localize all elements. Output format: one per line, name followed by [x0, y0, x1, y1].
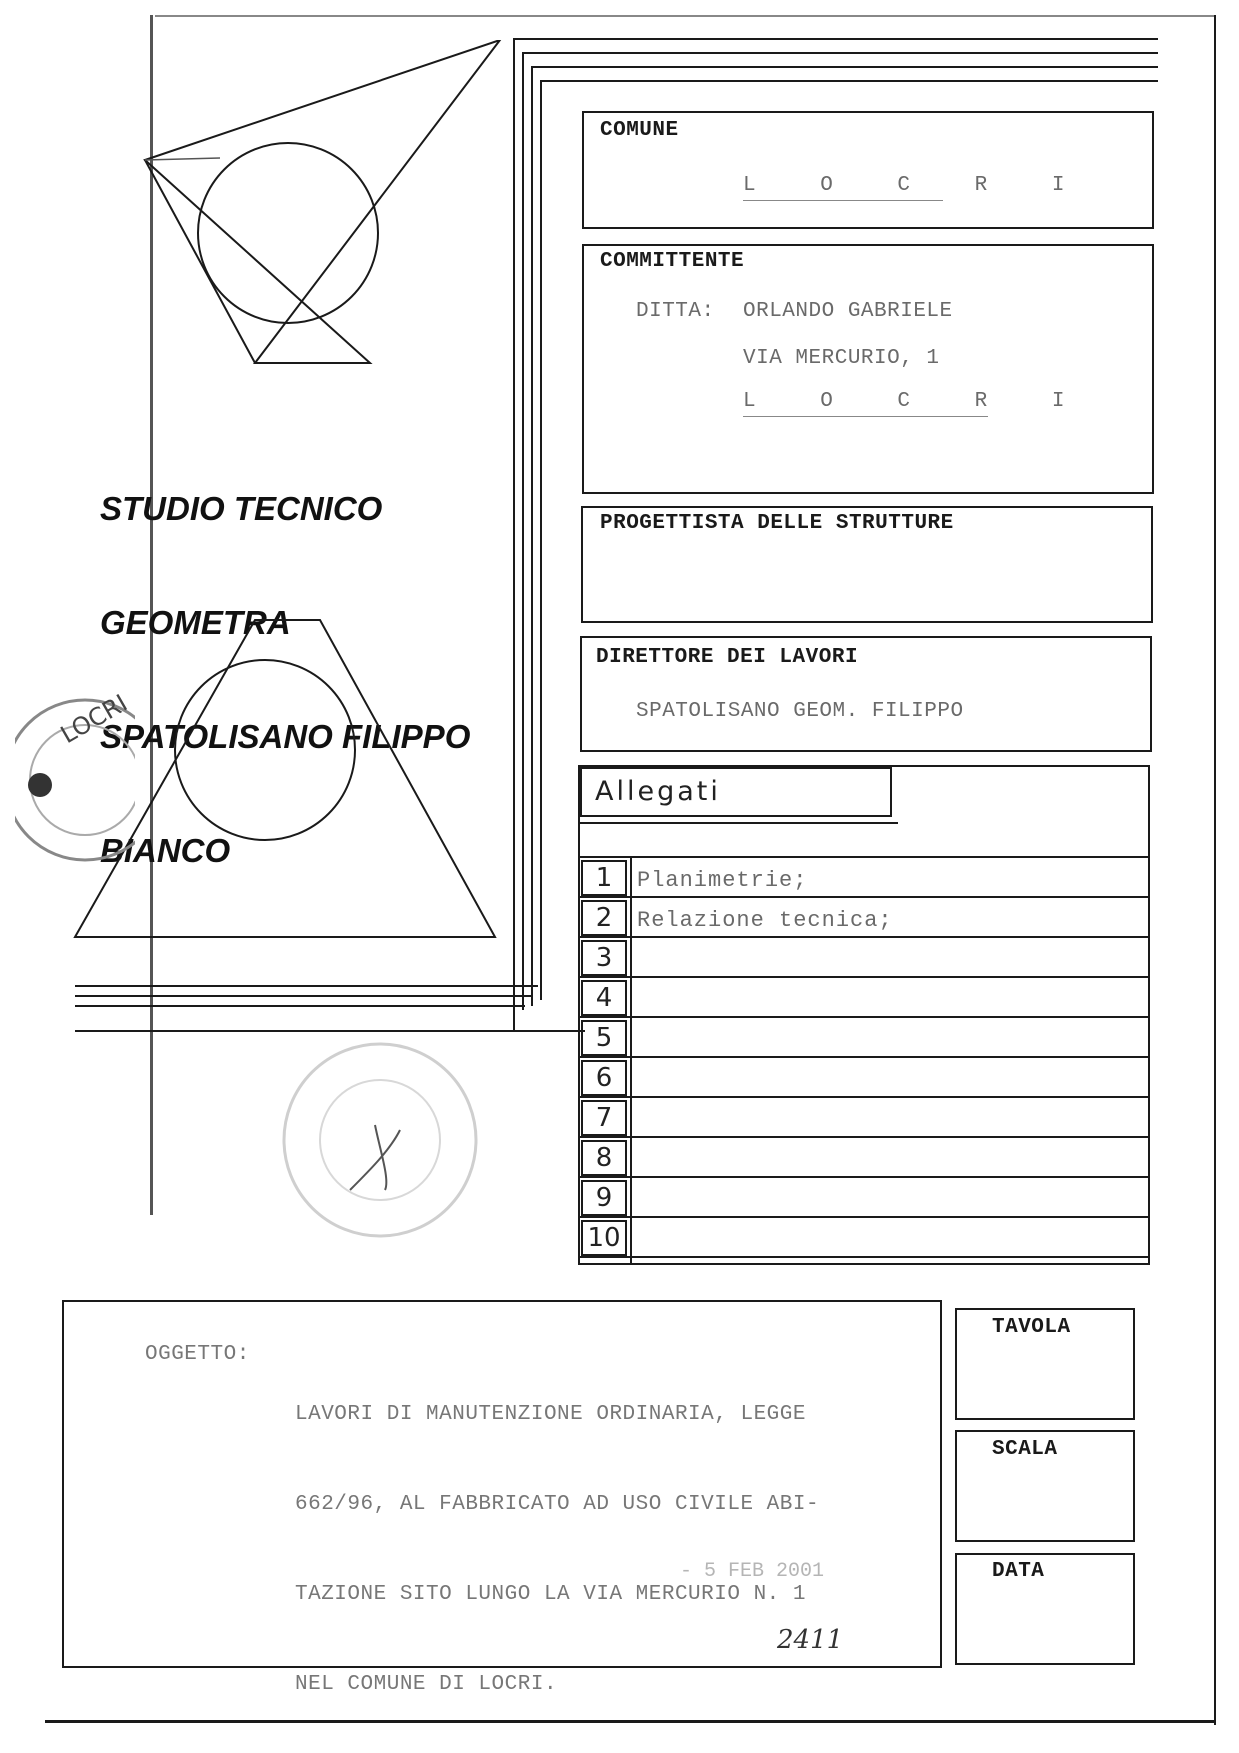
- studio-line-1: STUDIO TECNICO: [100, 490, 383, 527]
- committente-city: L O C R I: [743, 390, 1091, 413]
- data-box: [955, 1553, 1135, 1665]
- allegati-row: [578, 938, 1150, 978]
- comune-value: L O C R I: [743, 174, 1091, 197]
- allegati-row-number: 6: [581, 1060, 627, 1096]
- inner-frame-3-top: [531, 66, 1158, 68]
- scala-label: SCALA: [992, 1438, 1058, 1461]
- allegati-row-number: 9: [581, 1180, 627, 1216]
- allegati-row-text: Planimetrie;: [637, 868, 808, 893]
- inner-frame-4-left: [540, 80, 542, 1000]
- oggetto-label: OGGETTO:: [145, 1343, 250, 1366]
- inner-frame-2-top: [522, 52, 1158, 54]
- inner-frame-3-left: [531, 66, 533, 1006]
- studio-line-2: GEOMETRA: [100, 604, 291, 641]
- committente-address: VIA MERCURIO, 1: [743, 347, 940, 370]
- progettista-label: PROGETTISTA DELLE STRUTTURE: [600, 512, 954, 535]
- seal-left-text: LOCRI: [55, 688, 133, 750]
- frame-right-line: [1214, 15, 1216, 1725]
- comune-underline: [743, 200, 943, 201]
- allegati-row-number: 1: [581, 860, 627, 896]
- oggetto-line: NEL COMUNE DI LOCRI.: [295, 1673, 558, 1696]
- direttore-value: SPATOLISANO GEOM. FILIPPO: [636, 700, 964, 723]
- allegati-row: [578, 1138, 1150, 1178]
- allegati-row: [578, 1018, 1150, 1058]
- studio-line-3: SPATOLISANO FILIPPO: [100, 718, 471, 755]
- inner-frame-bottom-3: [75, 1005, 525, 1007]
- committente-name: ORLANDO GABRIELE: [743, 300, 953, 323]
- tavola-label: TAVOLA: [992, 1316, 1071, 1339]
- data-label: DATA: [992, 1560, 1045, 1583]
- allegati-row-number: 8: [581, 1140, 627, 1176]
- committente-city-underline: [743, 416, 988, 417]
- allegati-row-number: 4: [581, 980, 627, 1016]
- logo-bottom-triangle: [70, 615, 510, 945]
- allegati-row: [578, 1098, 1150, 1138]
- allegati-row-number: 7: [581, 1100, 627, 1136]
- committente-ditta-label: DITTA:: [636, 300, 715, 323]
- direttore-label: DIRETTORE DEI LAVORI: [596, 646, 859, 669]
- inner-frame-4-top: [540, 80, 1158, 82]
- inner-frame-1-left: [513, 38, 515, 1032]
- allegati-row-number: 2: [581, 900, 627, 936]
- oggetto-line: TAZIONE SITO LUNGO LA VIA MERCURIO N. 1: [295, 1583, 806, 1606]
- inner-frame-1-top: [513, 38, 1158, 40]
- oggetto-line: 662/96, AL FABBRICATO AD USO CIVILE ABI-: [295, 1493, 820, 1516]
- allegati-row-text: Relazione tecnica;: [637, 908, 893, 933]
- allegati-title-underline: [578, 822, 898, 824]
- comune-label: COMUNE: [600, 119, 679, 142]
- protocol-number: 2411: [777, 1625, 844, 1655]
- allegati-title: Allegati: [595, 776, 721, 807]
- allegati-row: [578, 1058, 1150, 1098]
- committente-label: COMMITTENTE: [600, 250, 745, 273]
- inner-frame-bottom-1: [75, 985, 538, 987]
- oggetto-text: [295, 1340, 819, 1730]
- inner-frame-bottom-2: [75, 995, 531, 997]
- allegati-row: [578, 978, 1150, 1018]
- allegati-row-number: 3: [581, 940, 627, 976]
- frame-top-line: [155, 15, 1215, 17]
- inner-frame-bottom-4: [75, 1030, 585, 1032]
- seal-center: [280, 1040, 480, 1240]
- oggetto-line: LAVORI DI MANUTENZIONE ORDINARIA, LEGGE: [295, 1403, 806, 1426]
- inner-frame-2-left: [522, 52, 524, 1010]
- allegati-row: [578, 1178, 1150, 1218]
- studio-line-4: BIANCO: [100, 832, 231, 869]
- received-date-stamp: - 5 FEB 2001: [680, 1560, 825, 1583]
- allegati-row-number: 5: [581, 1020, 627, 1056]
- allegati-row: [578, 1218, 1150, 1258]
- allegati-row-number: 10: [581, 1220, 627, 1256]
- logo-top-geometric: [140, 40, 510, 370]
